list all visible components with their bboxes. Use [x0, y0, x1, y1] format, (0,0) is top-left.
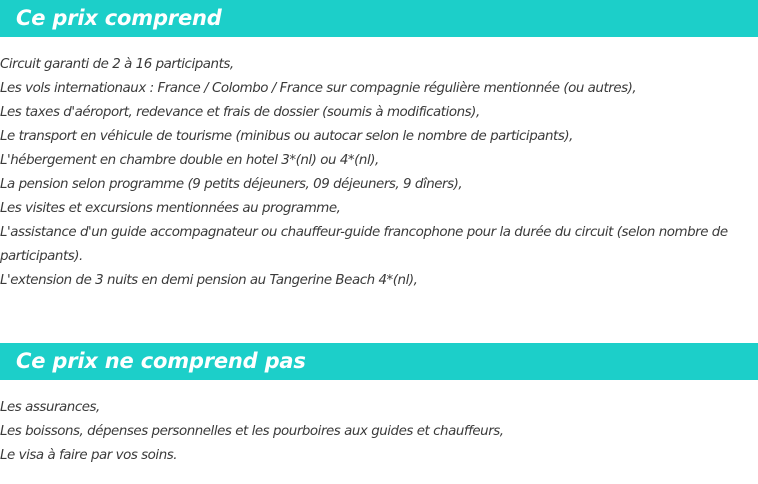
excluded-item: Les boissons, dépenses personnelles et les pourboires aux guides et chauffeurs,: [0, 424, 504, 439]
included-item: L'hébergement en chambre double en hotel 3*(nl) ou 4*(nl),: [0, 153, 379, 168]
excluded-item: Les assurances,: [0, 400, 100, 415]
included-item: L'extension de 3 nuits en demi pension au Tangerine Beach 4*(nl),: [0, 273, 418, 288]
included-section-title: Ce prix comprend: [0, 0, 758, 37]
included-item: Les vols internationaux : France / Colombo / France sur compagnie régulière mentionnée (ou autres),: [0, 81, 637, 96]
excluded-section-title: Ce prix ne comprend pas: [0, 343, 758, 380]
excluded-list: [0, 396, 758, 468]
included-item: Les taxes d'aéroport, redevance et frais de dossier (soumis à modifications),: [0, 105, 480, 120]
included-item: Les visites et excursions mentionnées au programme,: [0, 201, 341, 216]
included-item: Le transport en véhicule de tourisme (minibus ou autocar selon le nombre de participants),: [0, 129, 573, 144]
included-item: Circuit garanti de 2 à 16 participants,: [0, 57, 234, 72]
included-item: L'assistance d'un guide accompagnateur ou chauffeur-guide francophone pour la durée du circuit (selon nombre de participants).: [0, 225, 728, 264]
included-list: [0, 53, 758, 293]
included-item: La pension selon programme (9 petits déjeuners, 09 déjeuners, 9 dîners),: [0, 177, 463, 192]
excluded-item: Le visa à faire par vos soins.: [0, 448, 178, 463]
